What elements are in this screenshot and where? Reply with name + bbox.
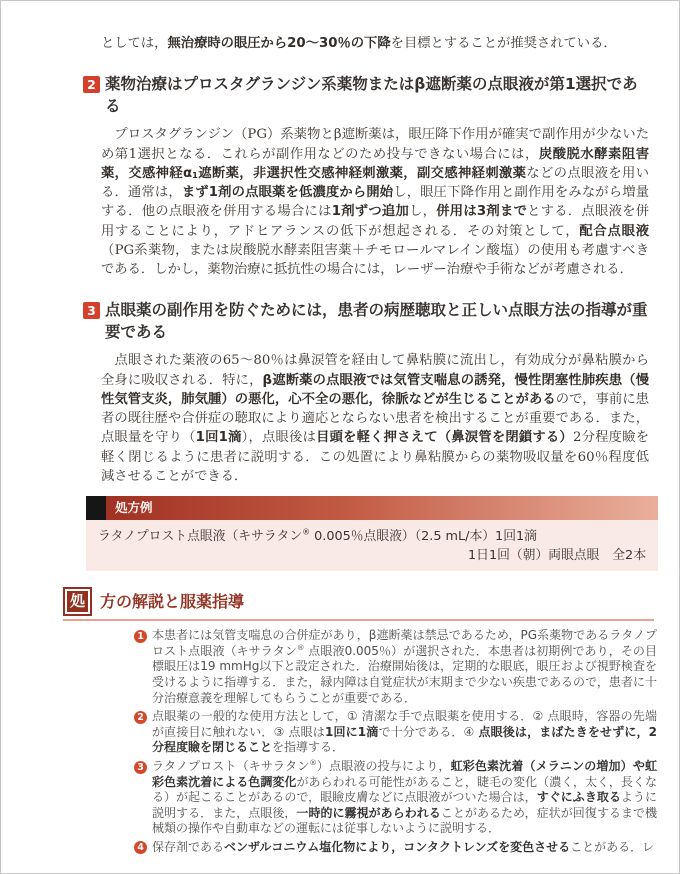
- section-3: [1, 299, 679, 486]
- prescription-title: 処方例: [115, 500, 153, 516]
- prescription-black-tab: [86, 496, 106, 520]
- guidance-item-number: 2: [134, 711, 147, 724]
- guidance-item-text: 保存剤であるベンザルコニウム塩化物により，コンタクトレンズを変色させることがある．レ: [152, 839, 655, 854]
- section-2-title: 薬物治療はプロスタグランジン系薬物またはβ遮断薬の点眼液が第1選択である: [105, 75, 638, 116]
- guidance-item-number: 3: [134, 761, 147, 774]
- section-2-body: プロスタグランジン（PG）系薬物とβ遮断薬は，眼圧降下作用が確実で副作用が少ないため第1選択となる．これらが副作用などのため投与できない場合には，炭酸脱水酵素阻害薬，交感神経$\alpha_1$遮断薬，非選択性交感神経刺激薬，副交感神経刺激薬などの点眼液を用いる．通常は，まず1剤の点眼薬を低濃度から開始し，眼圧下降作用と副作用をみながら増量する．他の点眼液を併用する場合には1剤ずつ追加し，併用は3剤までとする．点眼液を併用することにより，アドヒアランスの低下が想起される．その対策として，配合点眼液（PG系薬物，または炭酸脱水酵素阻害薬＋チモロールマレイン酸塩）の使用も考慮すべきである．しかし，薬物治療に抵抗性の場合には，レーザー治療や手術などが考慮される．: [101, 127, 650, 278]
- guidance-item-text: ラタノプロスト（キサラタン®）点眼液の投与により，虹彩色素沈着（メラニンの増加）や虹彩色素沈着による色調変化があらわれる可能性があること，睫毛の変化（濃く，太く，長くなる）が起こることがあるので，眼瞼皮膚などに点眼液がついた場合は，すぐにふき取るように説明する．また，点眼後，一時的に霧視があらわれることがあるため，症状が回復するまで機械類の操作や自動車などの運転には従事しないように説明する．: [152, 758, 657, 836]
- guidance-item-2: [134, 709, 659, 756]
- section-number-badge: 3: [83, 302, 100, 319]
- prescription-drug-line: ラタノプロスト点眼液（キサラタン® 0.005％点眼液）（2.5 mL/本）1回1滴: [98, 527, 537, 545]
- intro-paragraph: としては，無治療時の眼圧から20～30％の下降を目標とすることが推奨されている．: [101, 36, 617, 51]
- section-number-badge: 2: [83, 76, 100, 93]
- guidance-item-number: 1: [134, 630, 147, 643]
- guidance-lead-char: 処: [65, 589, 90, 614]
- guidance-item-text: 本患者には気管支喘息の合併症があり，β遮断薬は禁忌であるため，PG系薬物であるラタノプロスト点眼液（キサラタン® 点眼液0.005％）が選択された．本患者は初期例であり，その目標眼圧は19 mmHg以下と設定された．治療開始後は，定期的な眼底，眼圧および視野検査を受けるように指導する．また，緑内障は自覚症状が末期まで少ない疾患であるので，患者に十分治療意義を理解してもらうことが重要である．: [152, 628, 657, 705]
- guidance-heading: [63, 587, 654, 621]
- guidance-item-number: 4: [134, 841, 147, 854]
- guidance-title: 方の解説と服薬指導: [100, 592, 245, 612]
- section-2-heading: [87, 73, 653, 117]
- guidance-item-3: [134, 759, 659, 837]
- section-3-heading: [87, 299, 653, 343]
- guidance-list: [134, 628, 659, 855]
- guidance-item-4: [134, 840, 659, 856]
- prescription-dose-line: 1日1回（朝）両眼点眼 全2本: [468, 548, 646, 564]
- section-2: [1, 73, 679, 279]
- guidance-item-text: 点眼薬の一般的な使用方法として，① 清潔な手で点眼薬を使用する．② 点眼時，容器の先端が直接目に触れない．③ 点眼は1回に1滴で十分である．④ 点眼後は，まばたきをせずに，2分程度瞼を閉じることを指導する．: [152, 709, 658, 755]
- prescription-header: [86, 496, 658, 520]
- prescription-box: [86, 496, 658, 571]
- guidance-item-1: [134, 628, 659, 706]
- prescription-body: [86, 520, 658, 571]
- section-3-title: 点眼薬の副作用を防ぐためには，患者の病歴聴取と正しい点眼方法の指導が重要である: [105, 301, 648, 342]
- section-3-body: 点眼された薬液の65～80％は鼻涙管を経由して鼻粘膜に流出し，有効成分が鼻粘膜から全身に吸収される．特に，β遮断薬の点眼液では気管支喘息の誘発，慢性閉塞性肺疾患（慢性気管支炎，肺気腫）の悪化，心不全の悪化，徐脈などが生じることがあるので，事前に患者の既往歴や合併症の聴取により適応とならない患者を検出することが重要である．また，点眼量を守り（1回1滴），点眼後は目頭を軽く押さえて（鼻涙管を閉鎖する）2分程度瞼を軽く閉じるように患者に説明する．この処置により鼻粘膜からの薬物吸収量を60％程度低減させることができる．: [101, 353, 650, 484]
